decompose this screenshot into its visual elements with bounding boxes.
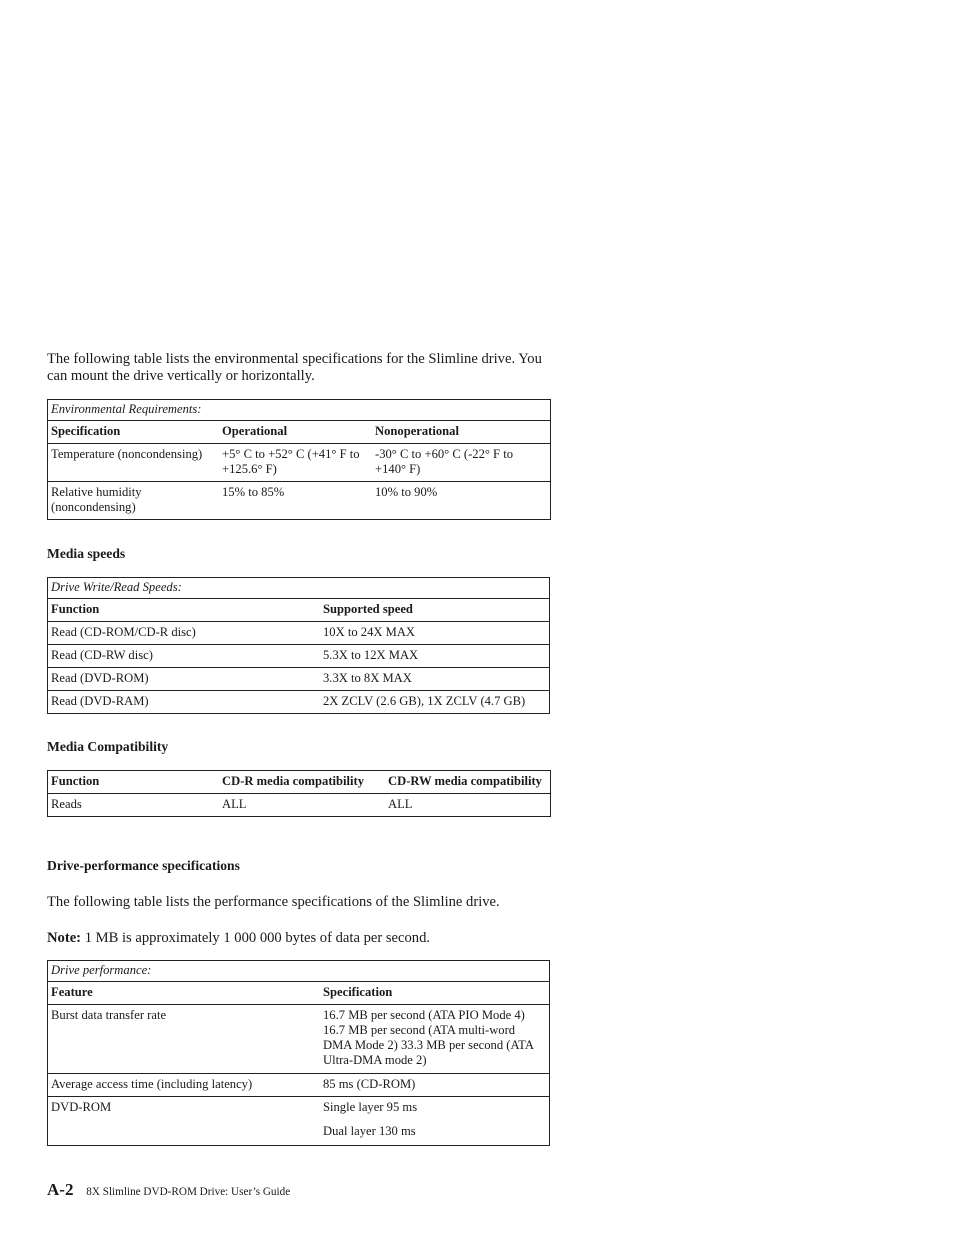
table-row <box>48 645 550 668</box>
column-header: Function <box>48 771 220 794</box>
table-cell: 3.3X to 8X MAX <box>320 668 550 691</box>
column-header: Specification <box>320 982 550 1005</box>
table-cell: 5.3X to 12X MAX <box>320 645 550 668</box>
environmental-table <box>47 399 551 520</box>
table-cell: -30° C to +60° C (-22° F to +140° F) <box>372 444 551 482</box>
performance-table <box>47 960 550 1146</box>
table-cell: DVD-ROM <box>48 1097 321 1146</box>
table-row <box>48 1097 550 1146</box>
table-cell: Read (CD-ROM/CD-R disc) <box>51 625 196 639</box>
table-cell <box>320 1097 550 1146</box>
table-cell: +5° C to +52° C (+41° F to +125.6° F) <box>219 444 372 482</box>
column-header: Function <box>48 599 321 622</box>
note-text: 1 MB is approximately 1 000 000 bytes of data per second. <box>84 930 431 946</box>
table-row <box>48 1074 550 1097</box>
table-cell: Reads <box>51 797 82 811</box>
table-cell: Burst data transfer rate <box>51 1008 167 1022</box>
column-header: Supported speed <box>320 599 550 622</box>
table-row <box>48 444 551 482</box>
table-cell: 10X to 24X MAX <box>323 625 416 639</box>
table-cell: Read (DVD-RAM) <box>48 691 321 714</box>
table-cell: 15% to 85% <box>219 482 372 520</box>
table-cell: Average access time (including latency) <box>48 1074 321 1097</box>
table-cell: ALL <box>222 797 247 811</box>
table-cell: Read (DVD-ROM) <box>48 668 321 691</box>
table-row <box>48 794 551 817</box>
document-title: 8X Slimline DVD-ROM Drive: User’s Guide <box>86 1186 291 1198</box>
column-header: Nonoperational <box>372 421 551 444</box>
table-cell: 2X ZCLV (2.6 GB), 1X ZCLV (4.7 GB) <box>320 691 550 714</box>
table-caption: Drive performance: <box>48 961 550 982</box>
column-header: CD-R media compatibility <box>219 771 385 794</box>
table-cell: 10% to 90% <box>372 482 551 520</box>
table-cell: 85 ms (CD-ROM) <box>320 1074 550 1097</box>
column-header: Feature <box>48 982 321 1005</box>
spec-line: Dual layer 130 ms <box>323 1124 416 1138</box>
intro-paragraph: The following table lists the environmental specifications for the Slimline drive. You can mount the drive vertically or horizontally. <box>47 351 542 384</box>
performance-intro: The following table lists the performance specifications of the Slimline drive. <box>47 894 500 910</box>
note-label: Note: <box>47 930 82 946</box>
column-header: CD-RW media compatibility <box>385 771 551 794</box>
table-row <box>48 622 550 645</box>
page-footer <box>47 1180 290 1200</box>
page-number: A-2 <box>47 1180 74 1199</box>
table-cell: Relative humidity (noncondensing) <box>48 482 220 520</box>
compatibility-table <box>47 770 551 817</box>
table-row <box>48 482 551 520</box>
media-speeds-heading: Media speeds <box>47 546 126 561</box>
speeds-table <box>47 577 550 714</box>
table-caption: Drive Write/Read Speeds: <box>48 578 550 599</box>
table-row <box>48 691 550 714</box>
spec-line: Single layer 95 ms <box>323 1100 418 1114</box>
table-cell: Read (CD-RW disc) <box>48 645 321 668</box>
note <box>47 930 567 947</box>
table-row <box>48 1005 550 1074</box>
table-caption: Environmental Requirements: <box>48 400 551 421</box>
table-row <box>48 668 550 691</box>
table-cell: Temperature (noncondensing) <box>48 444 220 482</box>
column-header: Operational <box>219 421 372 444</box>
performance-heading: Drive-performance specifications <box>47 858 240 873</box>
media-compatibility-heading: Media Compatibility <box>47 739 169 754</box>
table-cell: ALL <box>388 797 413 811</box>
column-header: Specification <box>48 421 220 444</box>
table-cell: 16.7 MB per second (ATA PIO Mode 4) 16.7 MB per second (ATA multi-word DMA Mode 2) 33.3 MB per second (ATA Ultra-DMA mode 2) <box>323 1008 534 1067</box>
